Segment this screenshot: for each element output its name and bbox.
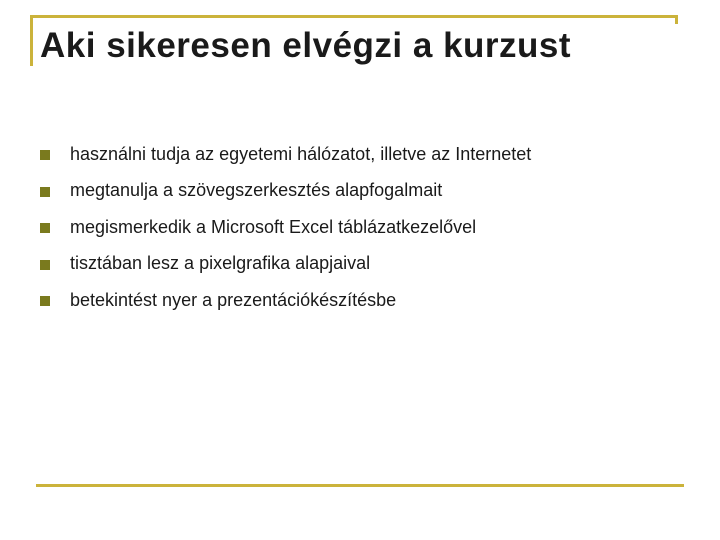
bullet-text: megtanulja a szövegszerkesztés alapfogalmait (70, 180, 443, 201)
square-bullet-icon (40, 260, 50, 270)
bullet-text: használni tudja az egyetemi hálózatot, illetve az Internetet (70, 143, 532, 164)
bullet-item (40, 136, 531, 173)
bullet-text: megismerkedik a Microsoft Excel táblázatkezelővel (70, 216, 477, 237)
title-frame-right-rule (675, 15, 678, 24)
square-bullet-icon (40, 150, 50, 160)
slide-title: Aki sikeresen elvégzi a kurzust (40, 26, 572, 65)
bullet-item (40, 246, 531, 283)
footer-rule (36, 484, 684, 487)
title-frame-top-rule (30, 15, 678, 18)
bullet-item (40, 173, 531, 210)
square-bullet-icon (40, 223, 50, 233)
bullet-item (40, 282, 531, 319)
bullet-text: tisztában lesz a pixelgrafika alapjaival (70, 253, 371, 274)
title-frame-left-rule (30, 15, 33, 66)
bullet-item (40, 209, 531, 246)
bullet-list (40, 136, 531, 319)
square-bullet-icon (40, 187, 50, 197)
square-bullet-icon (40, 296, 50, 306)
bullet-text: betekintést nyer a prezentációkészítésbe (70, 289, 397, 310)
